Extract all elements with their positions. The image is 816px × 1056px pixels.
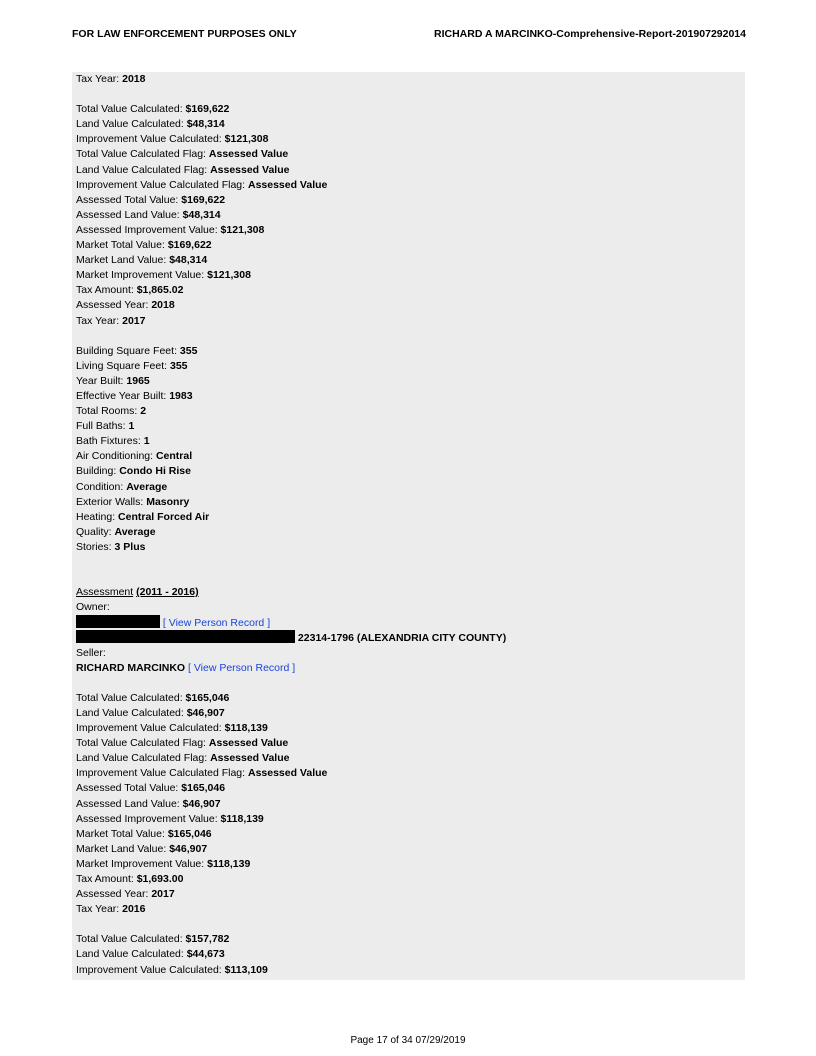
field-label: Market Land Value: [76, 254, 170, 267]
field-value: Assessed Value [210, 752, 290, 765]
field-line [76, 495, 736, 510]
field-value: 1983 [169, 389, 193, 402]
value-block-2017 [76, 102, 736, 328]
field-value: Central Forced Air [118, 510, 210, 523]
field-line [76, 857, 736, 872]
field-label: Air Conditioning: [76, 450, 156, 463]
field-line [76, 223, 736, 238]
field-line [76, 842, 736, 857]
field-line [76, 947, 736, 962]
field-value: $118,139 [207, 857, 251, 870]
owner-view-person-record-link[interactable]: [ View Person Record ] [162, 617, 271, 630]
field-label: Building Square Feet: [76, 344, 180, 357]
field-value: 2 [140, 405, 147, 418]
field-label: Market Total Value: [76, 239, 168, 252]
field-value: $121,308 [220, 223, 265, 236]
field-line [76, 691, 736, 706]
header-left: FOR LAW ENFORCEMENT PURPOSES ONLY [72, 28, 297, 40]
field-line [76, 404, 736, 419]
field-label: Exterior Walls: [76, 495, 147, 508]
field-label: Assessed Total Value: [76, 193, 182, 206]
field-value: Assessed Value [247, 767, 328, 780]
field-label: Total Value Calculated: [76, 933, 186, 946]
field-label: Tax Year: [76, 314, 123, 327]
field-label: Assessed Improvement Value: [76, 812, 221, 825]
field-label: Land Value Calculated Flag: [76, 752, 211, 765]
field-value: $169,622 [185, 103, 230, 116]
field-line [76, 525, 736, 540]
field-value: 2016 [122, 903, 146, 916]
field-value: 355 [179, 344, 198, 357]
field-value: $165,046 [185, 691, 230, 704]
field-value: $169,622 [181, 193, 226, 206]
field-value: $48,314 [182, 208, 221, 221]
field-value: Condo Hi Rise [119, 465, 191, 478]
field-line [76, 314, 736, 329]
field-label: Improvement Value Calculated Flag: [76, 767, 248, 780]
field-value: 1 [143, 435, 150, 448]
field-value: Average [114, 525, 156, 538]
field-label: Market Improvement Value: [76, 857, 208, 870]
field-line [76, 102, 736, 117]
seller-line [76, 661, 736, 676]
field-label: Land Value Calculated: [76, 948, 187, 961]
field-label: Condition: [76, 480, 127, 493]
field-line [76, 721, 736, 736]
field-line [76, 540, 736, 555]
field-value: Assessed Value [208, 148, 289, 161]
owner-address-line: 22314-1796 (ALEXANDRIA CITY COUNTY) [76, 630, 736, 645]
field-value: Masonry [146, 495, 190, 508]
field-value: $46,907 [182, 797, 221, 810]
field-label: Assessed Year: [76, 888, 152, 901]
field-line [76, 797, 736, 812]
field-value: Central [155, 450, 193, 463]
field-value: $46,907 [186, 706, 225, 719]
field-line [76, 464, 736, 479]
field-line [76, 902, 736, 917]
seller-name: RICHARD MARCINKO [76, 661, 186, 674]
field-line [76, 117, 736, 132]
field-label: Tax Year: [76, 903, 123, 916]
field-line [76, 193, 736, 208]
field-value: $121,308 [207, 269, 251, 282]
field-value: 2017 [122, 314, 146, 327]
field-label: Total Value Calculated: [76, 103, 186, 116]
field-value: $48,314 [186, 118, 225, 131]
field-label: Market Land Value: [76, 842, 170, 855]
field-label: Quality: [76, 525, 115, 538]
redaction-bar [76, 615, 160, 628]
field-value: 2017 [151, 888, 175, 901]
field-line [76, 766, 736, 781]
field-label: Total Value Calculated Flag: [76, 148, 209, 161]
field-label: Assessed Improvement Value: [76, 223, 221, 236]
field-line [76, 253, 736, 268]
field-line [76, 359, 736, 374]
field-value: 3 Plus [114, 540, 146, 553]
field-line [76, 449, 736, 464]
owner-name-line [76, 615, 736, 630]
field-line [76, 781, 736, 796]
field-value: $118,139 [224, 722, 268, 735]
field-label: Year Built: [76, 374, 127, 387]
field-line [76, 208, 736, 223]
field-label: Building: [76, 465, 120, 478]
field-value: Assessed Value [210, 163, 290, 176]
field-value: $165,046 [181, 782, 226, 795]
field-value: 1965 [126, 374, 150, 387]
building-details [76, 344, 736, 555]
field-label: Improvement Value Calculated: [76, 133, 225, 146]
field-label: Assessed Year: [76, 299, 152, 312]
field-line [76, 872, 736, 887]
field-line [76, 147, 736, 162]
field-value: $118,139 [220, 812, 264, 825]
field-line [76, 374, 736, 389]
redaction-bar [76, 630, 295, 643]
field-line [76, 434, 736, 449]
field-label: Total Value Calculated Flag: [76, 737, 209, 750]
field-label: Improvement Value Calculated: [76, 722, 225, 735]
page-footer: Page 17 of 34 07/29/2019 [350, 1035, 466, 1046]
field-line [76, 480, 736, 495]
field-value: $121,308 [224, 133, 269, 146]
field-label: Total Value Calculated: [76, 691, 186, 704]
field-line [76, 887, 736, 902]
field-label: Living Square Feet: [76, 359, 170, 372]
field-label: Tax Amount: [76, 872, 137, 885]
field-line [76, 344, 736, 359]
field-label: Heating: [76, 510, 119, 523]
field-line [76, 963, 736, 978]
tax-year-line: Tax Year: 2018 [76, 73, 146, 85]
assessment-heading: Assessment (2011 - 2016) [76, 586, 199, 599]
field-label: Effective Year Built: [76, 389, 170, 402]
field-line [76, 283, 736, 298]
field-value: $113,109 [224, 963, 268, 976]
owner-label: Owner: [76, 601, 110, 614]
value-block-2015 [76, 932, 736, 977]
field-line [76, 132, 736, 147]
report-content [76, 72, 736, 978]
field-value: $44,673 [186, 948, 225, 961]
field-value: $48,314 [169, 254, 208, 267]
field-label: Land Value Calculated: [76, 706, 187, 719]
field-value: $1,693.00 [136, 872, 184, 885]
field-label: Full Baths: [76, 420, 129, 433]
field-line [76, 178, 736, 193]
field-value: 2018 [151, 299, 175, 312]
field-value: $1,865.02 [136, 284, 184, 297]
field-label: Assessed Total Value: [76, 782, 182, 795]
field-label: Improvement Value Calculated Flag: [76, 178, 248, 191]
value-block-2016 [76, 691, 736, 917]
field-value: Assessed Value [208, 737, 289, 750]
field-line [76, 163, 736, 178]
seller-view-person-record-link[interactable]: [ View Person Record ] [188, 661, 296, 674]
field-line [76, 298, 736, 313]
field-label: Assessed Land Value: [76, 797, 183, 810]
header-right: RICHARD A MARCINKO-Comprehensive-Report-201907292014 [434, 28, 746, 40]
field-label: Land Value Calculated Flag: [76, 163, 211, 176]
field-line [76, 706, 736, 721]
field-label: Total Rooms: [76, 405, 141, 418]
field-line [76, 827, 736, 842]
field-line [76, 932, 736, 947]
field-label: Assessed Land Value: [76, 208, 183, 221]
field-label: Stories: [76, 540, 115, 553]
field-value: Average [126, 480, 168, 493]
field-line [76, 419, 736, 434]
field-value: $169,622 [167, 239, 212, 252]
field-line [76, 389, 736, 404]
field-line [76, 238, 736, 253]
seller-label: Seller: [76, 646, 106, 659]
field-line [76, 510, 736, 525]
field-value: $46,907 [169, 842, 208, 855]
field-label: Market Improvement Value: [76, 269, 208, 282]
field-value: $157,782 [185, 933, 230, 946]
field-line [76, 268, 736, 283]
field-label: Improvement Value Calculated: [76, 963, 225, 976]
field-value: $165,046 [167, 827, 212, 840]
field-label: Market Total Value: [76, 827, 168, 840]
field-line [76, 736, 736, 751]
field-line [76, 751, 736, 766]
field-line [76, 812, 736, 827]
field-value: 355 [169, 359, 188, 372]
field-label: Bath Fixtures: [76, 435, 144, 448]
field-label: Land Value Calculated: [76, 118, 187, 131]
field-value: Assessed Value [247, 178, 328, 191]
field-value: 1 [128, 420, 135, 433]
field-label: Tax Amount: [76, 284, 137, 297]
